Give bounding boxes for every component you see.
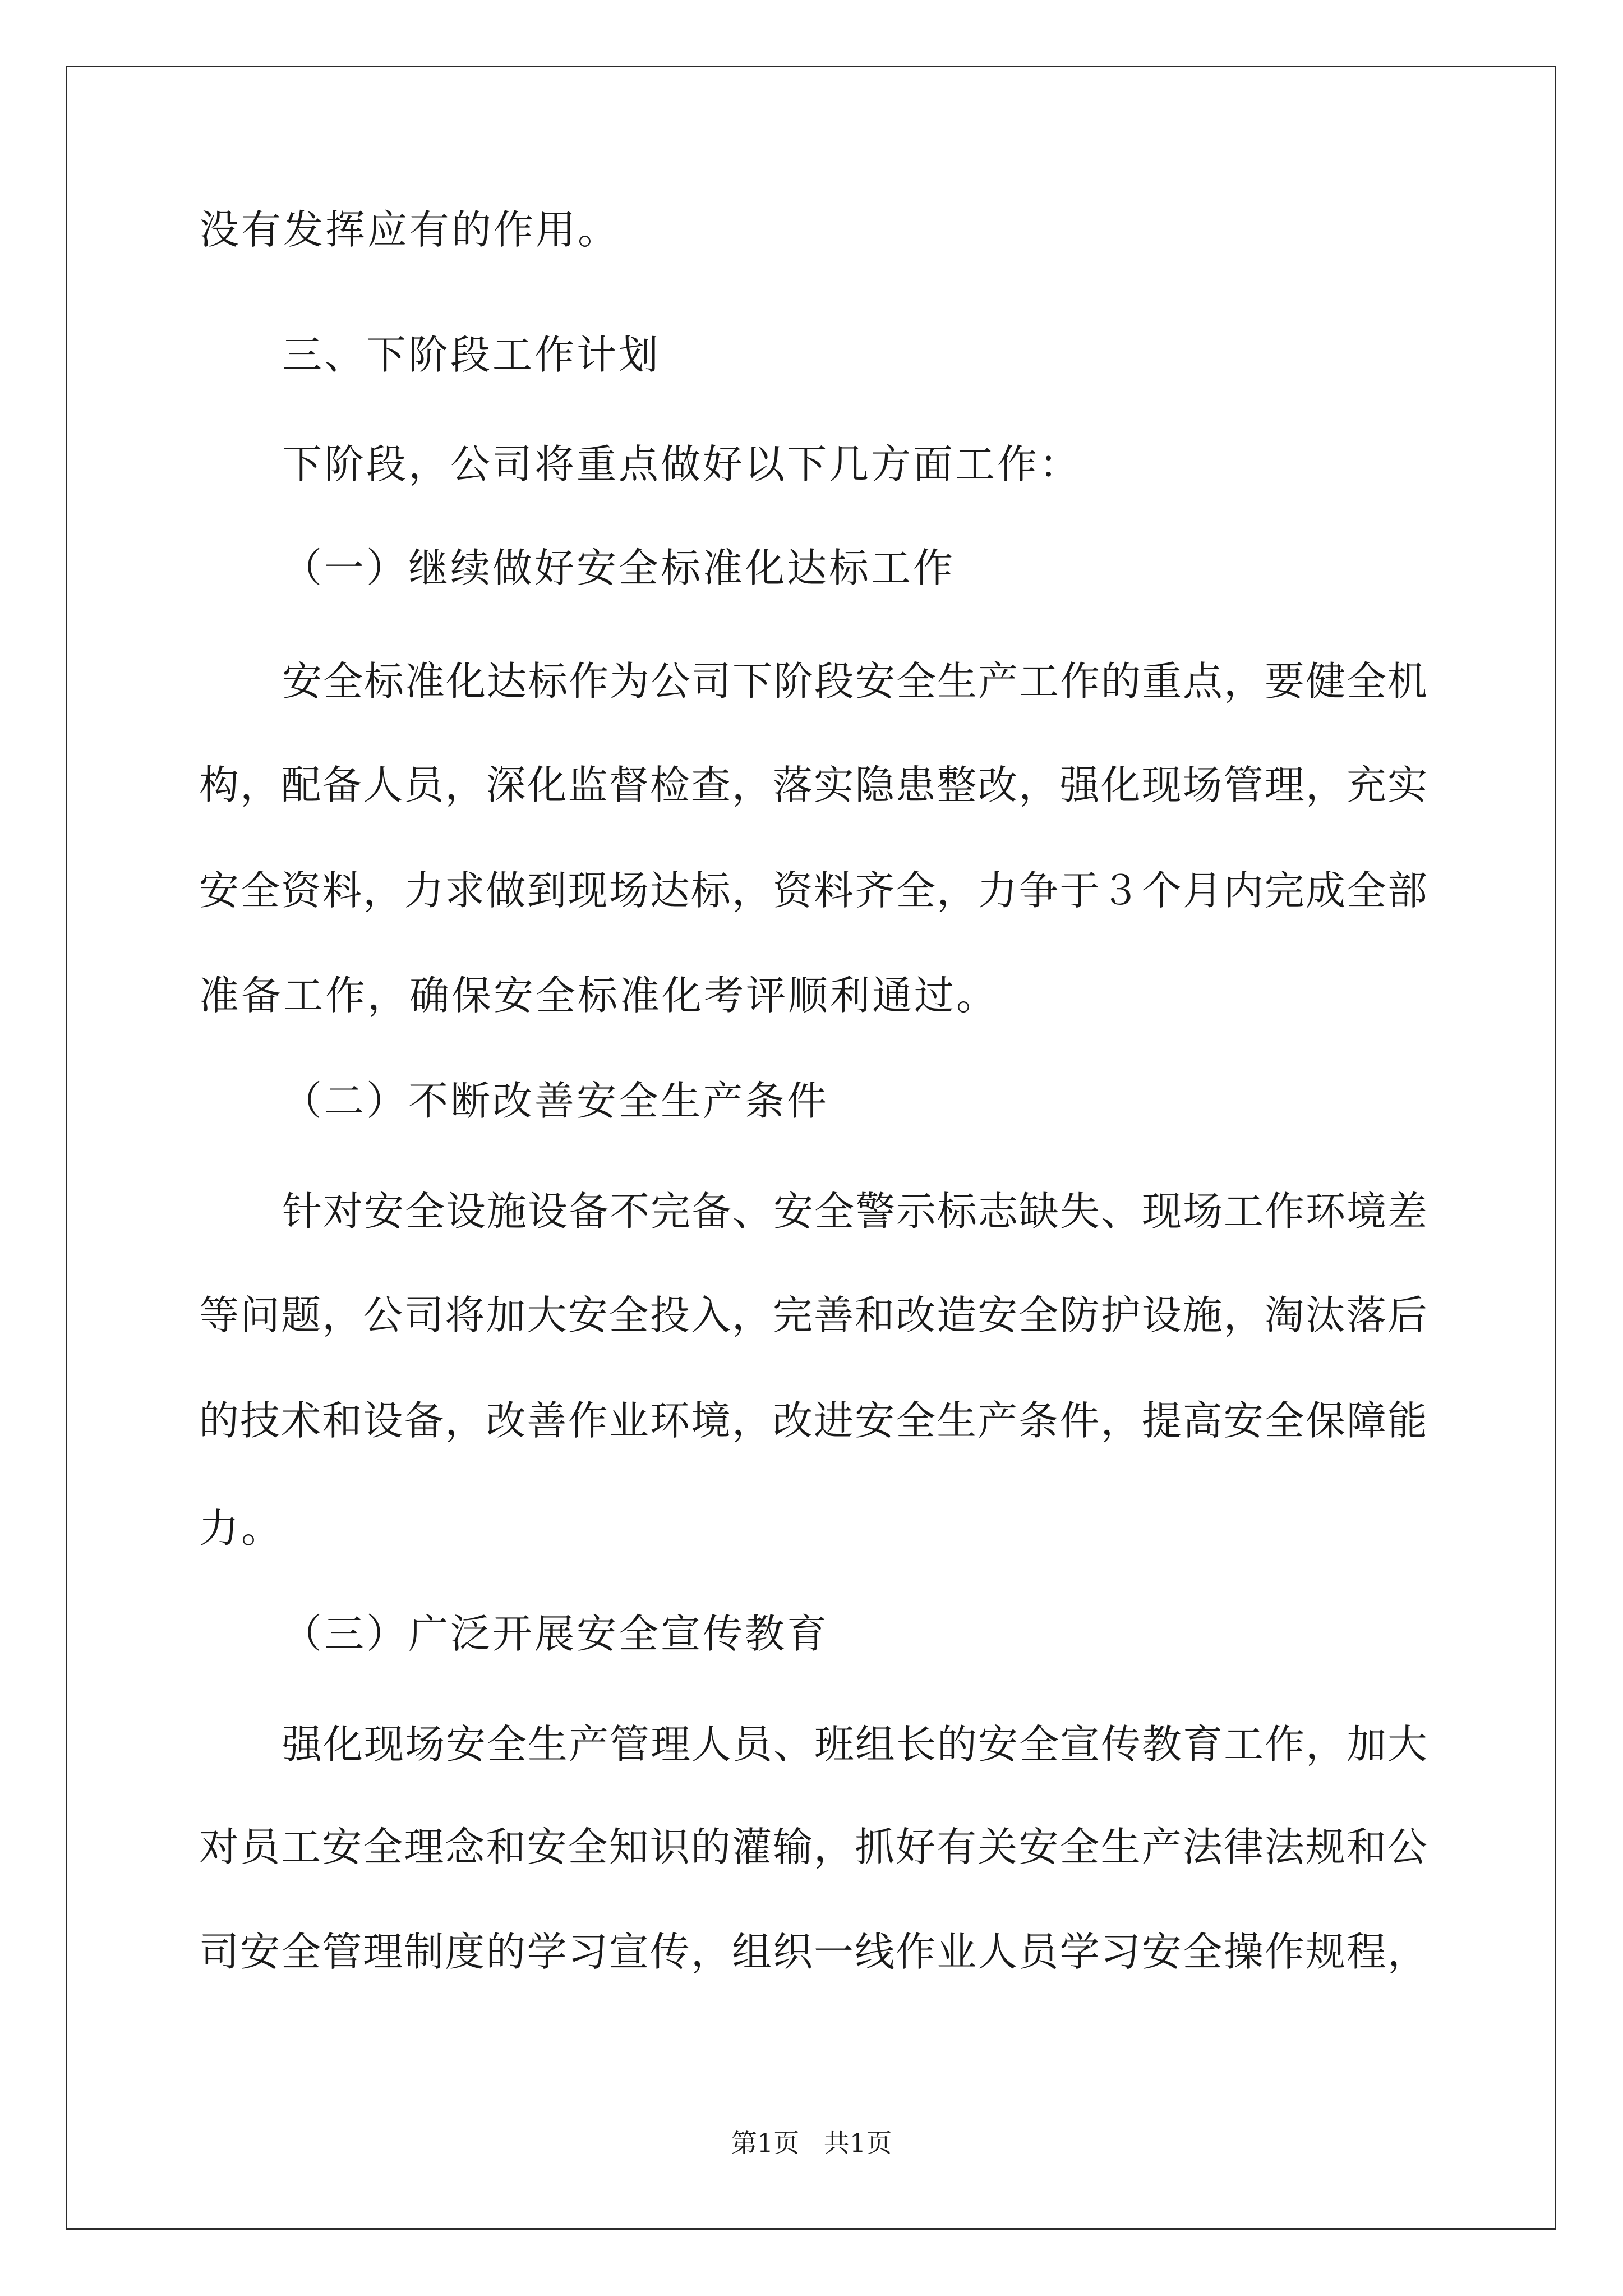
paragraph-line: 安全标准化达标作为公司下阶段安全生产工作的重点，要健全机 bbox=[282, 658, 1427, 705]
paragraph-line: 安全资料，力求做到现场达标，资料齐全，力争于３个月内完成全部 bbox=[199, 867, 1427, 914]
paragraph-line: 构，配备人员，深化监督检查，落实隐患整改，强化现场管理，充实 bbox=[199, 762, 1427, 808]
section-heading: 三、下阶段工作计划 bbox=[282, 332, 661, 378]
paragraph-line: 准备工作，确保安全标准化考评顺利通过。 bbox=[199, 972, 999, 1019]
subsection-heading: （一）继续做好安全标准化达标工作 bbox=[282, 545, 956, 591]
paragraph-line: 对员工安全理念和安全知识的灌输，抓好有关安全生产法律法规和公 bbox=[199, 1824, 1427, 1870]
paragraph-line: 针对安全设施设备不完备、安全警示标志缺失、现场工作环境差 bbox=[282, 1188, 1427, 1235]
paragraph-line: 等问题，公司将加大安全投入，完善和改造安全防护设施，淘汰落后 bbox=[199, 1292, 1427, 1338]
paragraph-line: 强化现场安全生产管理人员、班组长的安全宣传教育工作，加大 bbox=[282, 1721, 1427, 1768]
paragraph-line: 没有发挥应有的作用。 bbox=[199, 206, 620, 253]
page-footer bbox=[0, 2126, 1623, 2160]
page-border bbox=[66, 66, 1556, 2230]
subsection-heading: （二）不断改善安全生产条件 bbox=[282, 1078, 829, 1124]
paragraph-line: 司安全管理制度的学习宣传，组织一线作业人员学习安全操作规程， bbox=[199, 1929, 1427, 1975]
page-number: 第1页 共1页 bbox=[731, 2128, 892, 2158]
paragraph-line: 的技术和设备，改善作业环境，改进安全生产条件，提高安全保障能 bbox=[199, 1397, 1427, 1444]
paragraph-line: 下阶段，公司将重点做好以下几方面工作： bbox=[282, 441, 1082, 487]
paragraph-line: 力。 bbox=[199, 1505, 284, 1552]
subsection-heading: （三）广泛开展安全宣传教育 bbox=[282, 1611, 829, 1657]
